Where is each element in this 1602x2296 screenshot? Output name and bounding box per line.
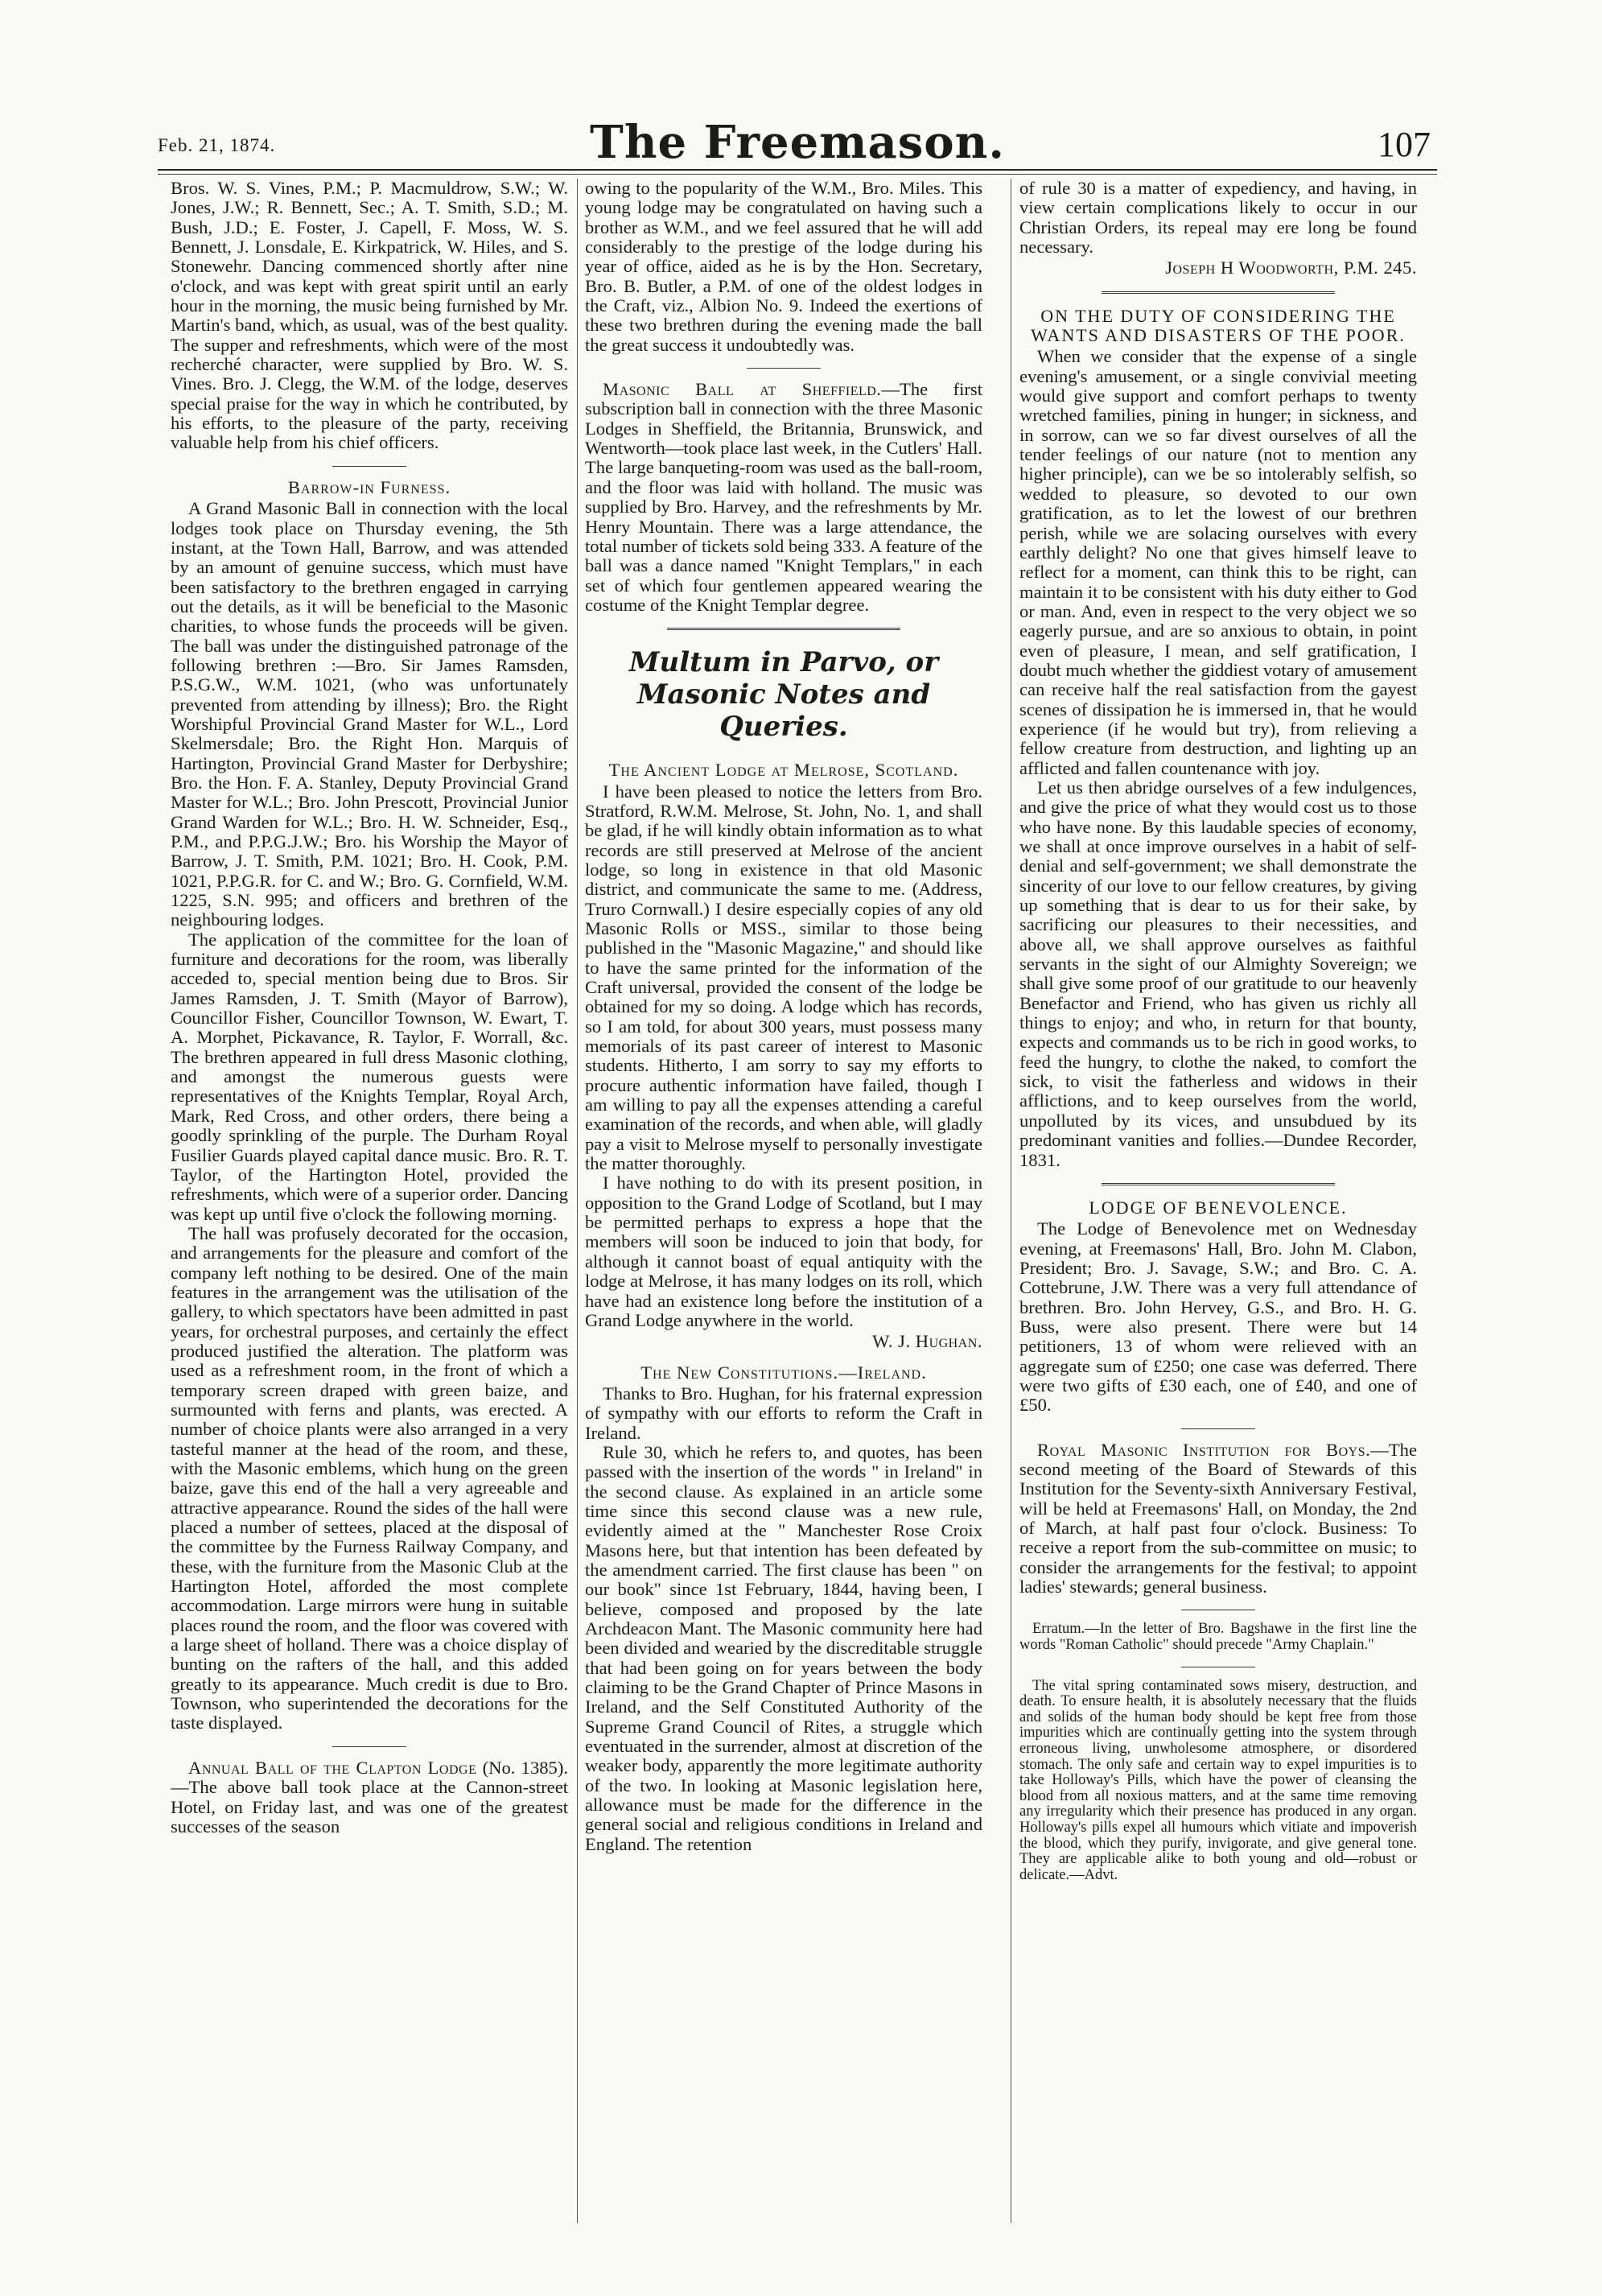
column-1 [171,179,568,1836]
article-paragraph: of rule 30 is a matter of expediency, and having, in view certain complications likely to occur in our Christian Orders, its repeal may ere long be found necessary. [1019,178,1417,258]
article-paragraph: Bros. W. S. Vines, P.M.; P. Macmuldrow, S.W.; W. Jones, J.W.; R. Bennett, Sec.; A. T. Smith, S.D.; M. Bush, J.D.; E. Foster, J. Capell, F. Moss, W. S. Bennett, J. Lonsdale, E. Kirkpatrick, W. Hiles, and S. Stonewehr. Dancing commenced shortly after nine o'clock, and was kept with great spirit until an early hour in the morning, the music being furnished by Mr. Martin's band, which, as usual, was of the best quality. The supper and refreshments, which were of the most recherché character, were supplied by Bro. W. S. Vines. Bro. J. Clegg, the W.M. of the lodge, deserves special praise for the way in which he contributed, by his efforts, to the pleasure of the party, receiving valuable help from his chief officers. [171,178,568,453]
section-title-multum-in-parvo: Multum in Parvo, or Masonic Notes and Queries. [628,646,939,744]
erratum-block [1019,1622,1417,1653]
article-paragraph: When we consider that the expense of a single evening's amusement, or a single convivial meeting would give support and comfort perhaps to twenty wretched families, pining in hunger; in sickness, and in sorrow, can we so far divest ourselves of all the tender feelings of our nature (not to mention any higher principle), can we be so intolerably selfish, so wedded to pleasure, so devoted to our own gratification, as to let the lowest of our brethren perish, while we are solacing ourselves with every earthly delight? No one that gives himself leave to reflect for a moment, can think this to be right, can maintain it to be consistent with his duty either to God or man. And, even in respect to the very object we so eagerly pursue, and are so anxious to obtain, in point even of pleasure, I mean, and self gratification, I doubt much whether the giddiest votary of amusement can receive half the real satisfaction from the gayest scenes of dissipation he is immersed in, that he would experience (if he would but try), from relieving a fellow creature from destruction, and lighting up an afflicted and fallen countenance with joy. [1019,346,1417,778]
article-paragraph: Thanks to Bro. Hughan, for his fraternal expression of sympathy with our efforts to reform the Craft in Ireland. [585,1383,982,1443]
advertisement-block [1019,1679,1417,1884]
run-in-heading: Royal Masonic Institution for Boys. [1037,1439,1371,1460]
article-heading-barrow: Barrow-in Furness. [287,476,451,497]
article-paragraph: The hall was profusely decorated for the occasion, and arrangements for the pleasure and comfort of the company left nothing to be desired. One of the main features in the arrangement was the utilisation of the gallery, to which spectators have been admitted in past years, for orchestral purposes, and certainly the effect produced justified the alteration. The platform was used as a refreshment room, in the front of which a temporary screen draped with green baize, and surmounted with ferns and plants, was erected. A number of choice plants were also arranged in a very tasteful manner at the head of the room, and these, with the Masonic emblems, which hung on the green baize, gave this end of the hall a very agreeable and attractive appearance. Round the sides of the hall were placed a number of settees, placed at the disposal of the committee by the Furness Railway Company, and these, with the furniture from the Masonic Club at the Hartington Hotel, afforded the most complete accommodation. Large mirrors were hung in suitable places round the room, and the floor was covered with a large sheet of holland. There was a choice display of bunting on the rafters of the hall, and this added greatly to its appearance. Much credit is due to Bro. Townson, who superintended the decorations for the taste displayed. [171,1222,568,1733]
masthead-rule-thin [158,174,1437,175]
article-paragraph: The Lodge of Benevolence met on Wednesday evening, at Freemasons' Hall, Bro. John M. Clabon, President; Bro. J. Savage, S.W.; and Bro. C. A. Cottebrune, J.W. There was a very full attendance of brethren. Bro. John Hervey, G.S., and Bro. H. G. Buss, were also present. There were but 14 petitioners, 13 of whom were relieved with an aggregate sum of £250; one case was deferred. There were two gifts of £30 each, one of £40, and one of £50. [1019,1218,1417,1416]
run-in-heading: Annual Ball of the Clapton Lodge [188,1757,477,1778]
column-divider [577,179,578,2223]
section-rule [332,1746,406,1747]
article-heading-benevolence: LODGE OF BENEVOLENCE. [1089,1197,1348,1218]
section-rule [332,466,406,467]
section-double-rule [1102,1183,1335,1187]
article-paragraph-sheffield [585,380,982,615]
article-heading-duty: ON THE DUTY OF CONSIDERING THE WANTS AND DISASTERS OF THE POOR. [1031,305,1406,346]
section-rule [1181,1428,1255,1429]
column-3 [1019,179,1417,1883]
signature: Joseph H Woodworth, P.M. 245. [1165,258,1417,278]
paragraph-text: —The second meeting of the Board of Stewards of this Institution for the Seventy-sixth Anniversary Festival, will be held at Freemasons' Hall, on Monday, the 2nd of March, at half past four o'clock. Business: To receive a report from the sub-committee on music; to consider the arrangements for the festival; to appoint ladies' stewards; general business. [1019,1439,1417,1597]
article-paragraph: The application of the committee for the loan of furniture and decorations for the room, was liberally acceded to, special mention being due to Bros. Sir James Ramsden, J. T. Smith (Mayor of Barrow), Councillor Fisher, Councillor Townson, W. Ewart, T. A. Morphet, Pickavance, R. Taylor, F. Worrall, &c. The brethren appeared in full dress Masonic clothing, and amongst the numerous guests were representatives of the Knights Templar, Royal Arch, Mark, Red Cross, and other orders, there being a goodly sprinkling of the purple. The Durham Royal Fusilier Guards played capital dance music. Bro. R. T. Taylor, of the Hartington Hotel, provided the refreshments, which were of a superior order. Dancing was kept up until five o'clock the following morning. [171,929,568,1224]
column-2 [585,179,982,1854]
run-in-heading: Masonic Ball at Sheffield. [603,379,882,400]
masthead [158,116,1437,177]
article-paragraph-clapton [171,1758,568,1836]
section-double-rule [1102,291,1335,295]
paragraph-text: (No. 1385).—The above ball took place at the Cannon-street Hotel, on Friday last, and was one of the greatest successes of the season [171,1757,569,1836]
article-paragraph: Let us then abridge ourselves of a few indulgences, and give the price of what they would cost us to those who have none. By this laudable species of economy, we shall at once improve ourselves in a habit of self-denial and self-government; we shall demonstrate the sincerity of our love to our fellow creatures, by giving up something that is dear to us for their sake, by sacrificing our pleasures to their necessities, and above all, we shall approve ourselves as faithful servants in the sight of our Almighty Sovereign; we shall give some proof of our gratitude to our heavenly Benefactor and Friend, who has given us richly all things to enjoy; and who, in return for that bounty, expects and commands us to be rich in good works, to feed the hungry, to clothe the naked, to comfort the sick, to visit the fatherless and widows in their afflictions, and to keep ourselves from the world, unpolluted by its vices, and unsubdued by its predominant vanities and follies.—Dundee Recorder, 1831. [1019,777,1417,1170]
page-number: 107 [1378,125,1431,164]
signature: W. J. Hughan. [872,1331,982,1352]
section-double-rule [667,628,900,632]
article-paragraph: I have been pleased to notice the letters from Bro. Stratford, R.W.M. Melrose, St. John, No. 1, and shall be glad, if he will kindly obtain information as to what records are still preserved at Melrose of the ancient lodge, so long in existence in that old Masonic district, and communicate the same to me. (Address, Truro Cornwall.) I desire especially copies of any old Masonic Rolls or MSS., similar to those being published in the "Masonic Magazine," and should like to have the same printed for the information of the Craft universal, provided the consent of the lodge be obtained for my so doing. A lodge which has records, so I am told, for about 300 years, must possess many memorials of its past career of interest to Masonic students. Hitherto, I am sorry to say my efforts to procure authentic information have failed, though I am willing to pay all the expenses attending a careful examination of the records, and when able, will gladly pay a visit to Melrose myself to personally investigate the matter thoroughly. [585,781,982,1174]
issue-date: Feb. 21, 1874. [158,135,276,155]
erratum-note: Erratum.—In the letter of Bro. Bagshawe in the first line the words "Roman Catholic" should precede "Army Chaplain." [1019,1621,1417,1653]
article-paragraph: Rule 30, which he refers to, and quotes, has been passed with the insertion of the words " in Ireland" in the second clause. As explained in an article some time since this second clause was a new rule, evidently aimed at the " Manchester Rose Croix Masons here, but that intention has been defeated by the amendment carried. The first clause has been " on our book" since 1st February, 1844, having been, I believe, composed and proposed by the late Archdeacon Mant. The Masonic community here had been divided and wearied by the discreditable struggle that had been going on for years between the body claiming to be the Grand Chapter of Prince Masons in Ireland, and the Self Constituted Authority of the Supreme Grand Council of Rites, a struggle which eventuated in the surrender, almost at discretion of the weaker body, apparently the more legitimate authority of the two. In looking at Masonic legislation here, allowance must be made for the difference in the general social and religious conditions in Ireland and England. The retention [585,1441,982,1854]
article-paragraph: A Grand Masonic Ball in connection with the local lodges took place on Thursday evening, the 5th instant, at the Town Hall, Barrow, and was attended by an amount of genuine success, which must have been satisfactory to the brethren engaged in carrying out the details, as it will be beneficial to the Masonic charities, to whose funds the proceeds will be given. The ball was under the distinguished patronage of the following brethren :—Bro. Sir James Ramsden, P.S.G.W., W.M. 1021, (who was unfortunately prevented from attending by illness); Bro. the Right Worshipful Provincial Grand Master for W.L., Lord Skelmersdale; Bro. the Right Hon. Marquis of Hartington, Provincial Grand Master for Derbyshire; Bro. the Hon. F. A. Stanley, Deputy Provincial Grand Master for W.L.; Bro. John Prescott, Provincial Junior Grand Warden for W.L.; Bro. H. W. Schneider, Esq., P.M., and P.P.G.J.W.; Bro. his Worship the Mayor of Barrow, J. T. Smith, P.M. 1021; Bro. H. Cook, P.M. 1021, P.P.G.R. for C. and W.; Bro. G. Cornfield, W.M. 1225, S.N. 995; and officers and brethren of the neighbouring lodges. [171,498,568,930]
article-paragraph-boys-institution [1019,1441,1417,1597]
article-heading-ireland: The New Constitutions.—Ireland. [640,1362,927,1383]
article-paragraph: I have nothing to do with its present position, in opposition to the Grand Lodge of Scotland, but I may be permitted perhaps to express a hope that the members will soon be induced to join that body, for although it cannot boast of equal antiquity with the lodge at Melrose, it has many lodges on its roll, which have had an existence long before the institution of a Grand Lodge anywhere in the world. [585,1173,982,1330]
advertisement-text: The vital spring contaminated sows misery, destruction, and death. To ensure health, it is absolutely necessary that the fluids and solids of the human body should be kept free from those impurities which are continually getting into the system through erroneous living, unwholesome atmosphere, or disordered stomach. The only safe and certain way to expel impurities is to take Holloway's Pills, which have the power of cleansing the blood from all noxious matters, and at the same time removing any irregularity which their presence has produced in any organ. Holloway's pills expel all humours which vitiate and impoverish the blood, which they purify, invigorate, and give general tone. They are applicable alike to both young and old—robust or delicate.—Advt. [1019,1677,1417,1883]
masthead-rule [158,169,1437,171]
newspaper-title: The Freemason. [590,116,1005,169]
section-rule [747,368,821,369]
article-heading-melrose: The Ancient Lodge at Melrose, Scotland. [608,760,959,781]
article-paragraph: owing to the popularity of the W.M., Bro. Miles. This young lodge may be congratulated on having such a brother as W.M., and we feel assured that he will add considerably to the prestige of the lodge during his year of office, aided as he is by the Hon. Secretary, Bro. B. Butler, a P.M. of one of the oldest lodges in the Craft, viz., Albion No. 9. Indeed the exertions of these two brethren during the evening made the ball the great success it undoubtedly was. [585,178,982,355]
paragraph-text: —The first subscription ball in connection with the three Masonic Lodges in Sheffield, the Britannia, Brunswick, and Wentworth—took place last week, in the Cutlers' Hall. The large banqueting-room was used as the ball-room, and the floor was laid with holland. The music was supplied by Bro. Harvey, and the refreshments by Mr. Henry Mountain. There was a large attendance, the total number of tickets sold being 333. A feature of the ball was a dance named "Knight Templars," in each set of which four gentlemen appeared wearing the costume of the Knight Templar degree. [585,379,983,615]
